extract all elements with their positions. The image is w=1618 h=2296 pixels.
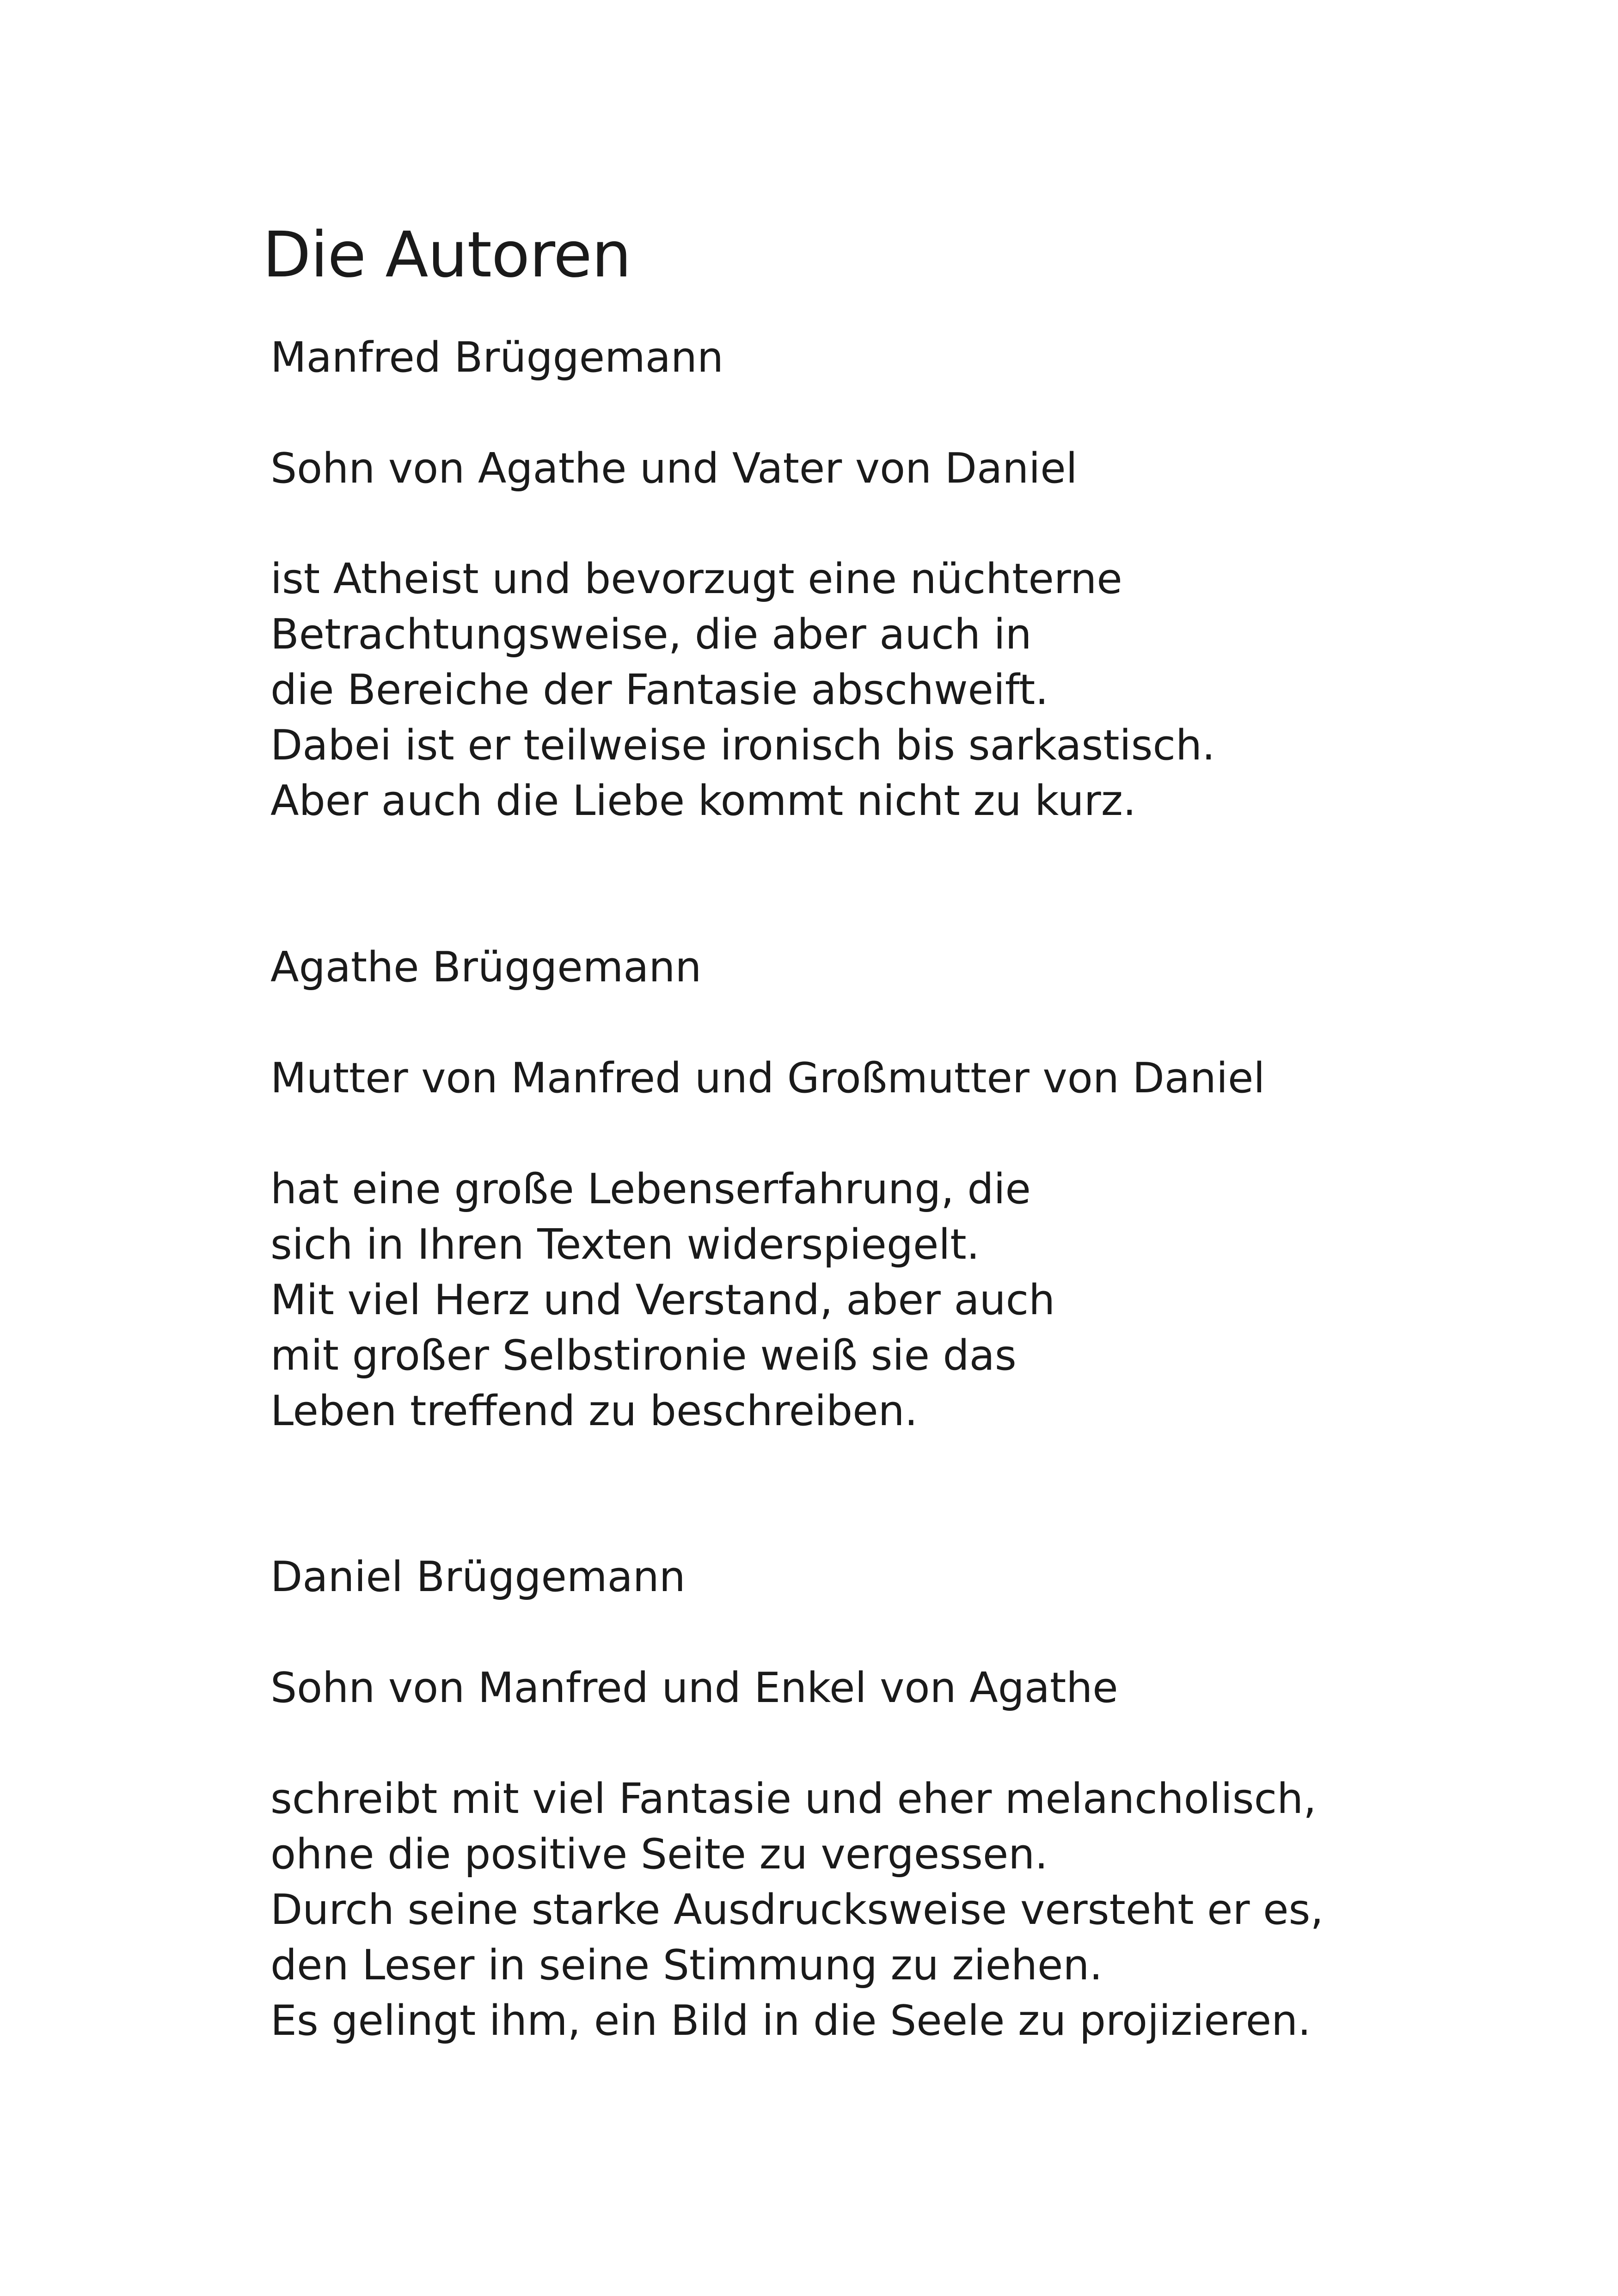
description-line: den Leser in seine Stimmung zu ziehen. [270,1941,1103,1990]
author-name: Manfred Brüggemann [270,333,723,382]
description-line: sich in Ihren Texten widerspiegelt. [270,1220,980,1269]
description-line: ohne die positive Seite zu vergessen. [270,1830,1048,1879]
description-line: Leben treffend zu beschreiben. [270,1387,918,1435]
author-relation: Sohn von Agathe und Vater von Daniel [270,444,1078,493]
author-relation: Mutter von Manfred und Großmutter von Daniel [270,1054,1265,1102]
description-line: ist Atheist und bevorzugt eine nüchterne [270,555,1122,603]
description-line: Mit viel Herz und Verstand, aber auch [270,1276,1055,1324]
description-line: Durch seine starke Ausdrucksweise versteht er es, [270,1886,1324,1934]
description-line: hat eine große Lebenserfahrung, die [270,1165,1031,1213]
description-line: mit großer Selbstironie weiß sie das [270,1331,1017,1380]
description-line: Aber auch die Liebe kommt nicht zu kurz. [270,777,1136,825]
description-line: die Bereiche der Fantasie abschweift. [270,666,1048,714]
description-line: Betrachtungsweise, die aber auch in [270,610,1032,659]
description-line: Es gelingt ihm, ein Bild in die Seele zu projizieren. [270,1996,1311,2045]
author-relation: Sohn von Manfred und Enkel von Agathe [270,1664,1118,1712]
page-title: Die Autoren [263,219,631,292]
description-line: schreibt mit viel Fantasie und eher melancholisch, [270,1775,1317,1823]
author-name: Daniel Brüggemann [270,1553,686,1601]
author-name: Agathe Brüggemann [270,943,702,992]
description-line: Dabei ist er teilweise ironisch bis sarkastisch. [270,721,1215,770]
